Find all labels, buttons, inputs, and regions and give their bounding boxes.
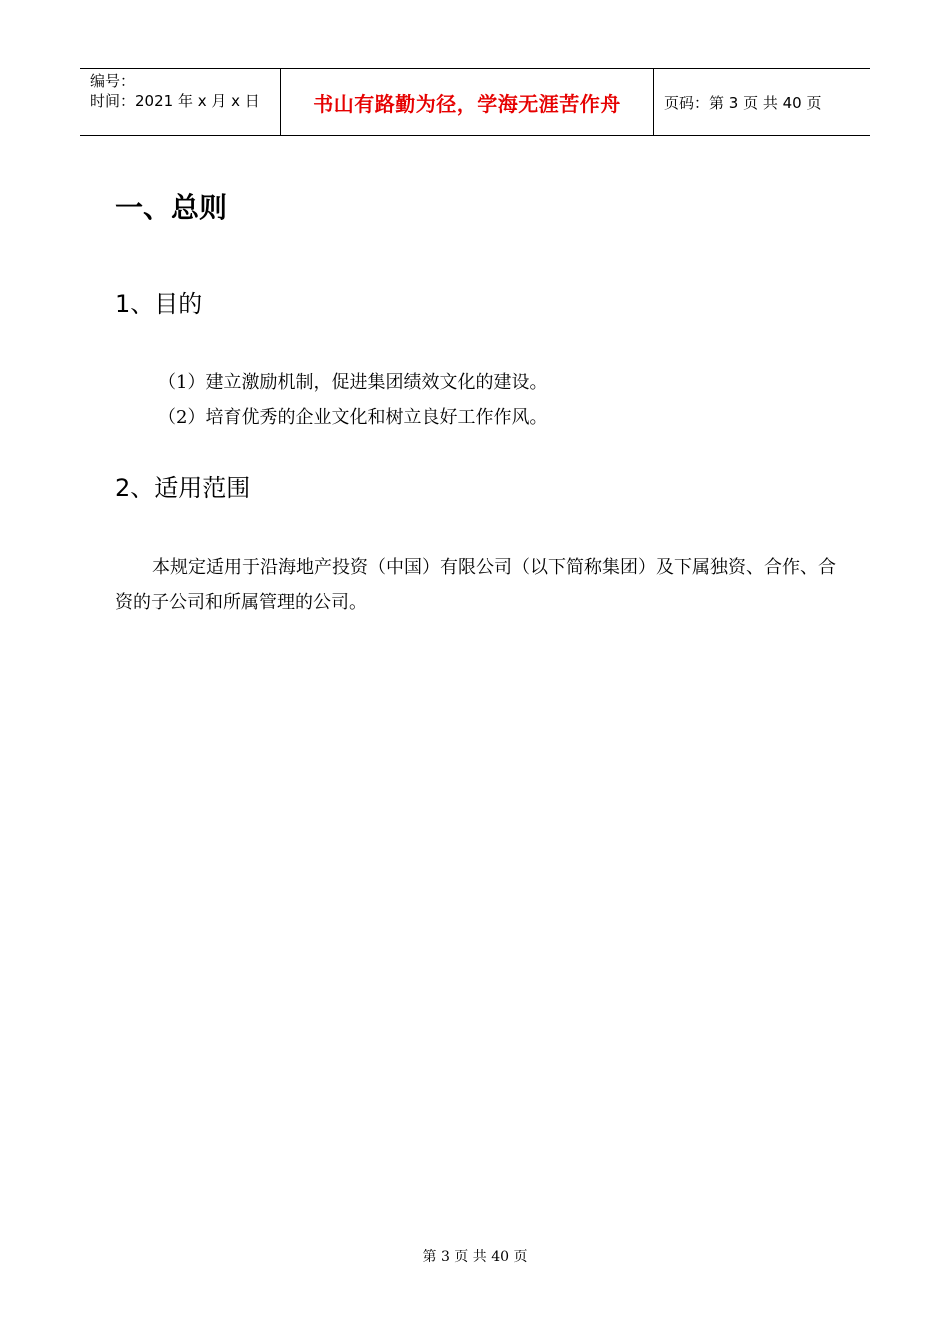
header-page-cell bbox=[654, 69, 870, 135]
header-page-info: 页码：第 3 页 共 40 页 bbox=[664, 93, 822, 112]
header-motto-cell bbox=[281, 69, 654, 135]
scope-heading: 2、适用范围 bbox=[115, 474, 251, 502]
section-title: 一、总则 bbox=[115, 191, 228, 224]
purpose-item: （2）培育优秀的企业文化和树立良好工作作风。 bbox=[158, 407, 548, 428]
header-info-cell bbox=[80, 69, 281, 135]
document-number-label: 编号： bbox=[90, 72, 136, 90]
purpose-heading: 1、目的 bbox=[115, 290, 203, 318]
purpose-item: （1）建立激励机制，促进集团绩效文化的建设。 bbox=[158, 372, 548, 393]
scope-paragraph: 本规定适用于沿海地产投资（中国）有限公司（以下简称集团）及下属独资、合作、合资的子公司和所属管理的公司。 bbox=[115, 557, 836, 613]
page-footer: 第 3 页 共 40 页 bbox=[422, 1249, 528, 1265]
header-table bbox=[80, 68, 870, 136]
header-motto: 书山有路勤为径，学海无涯苦作舟 bbox=[313, 91, 621, 116]
document-time-label: 时间：2021 年 x 月 x 日 bbox=[90, 92, 260, 110]
